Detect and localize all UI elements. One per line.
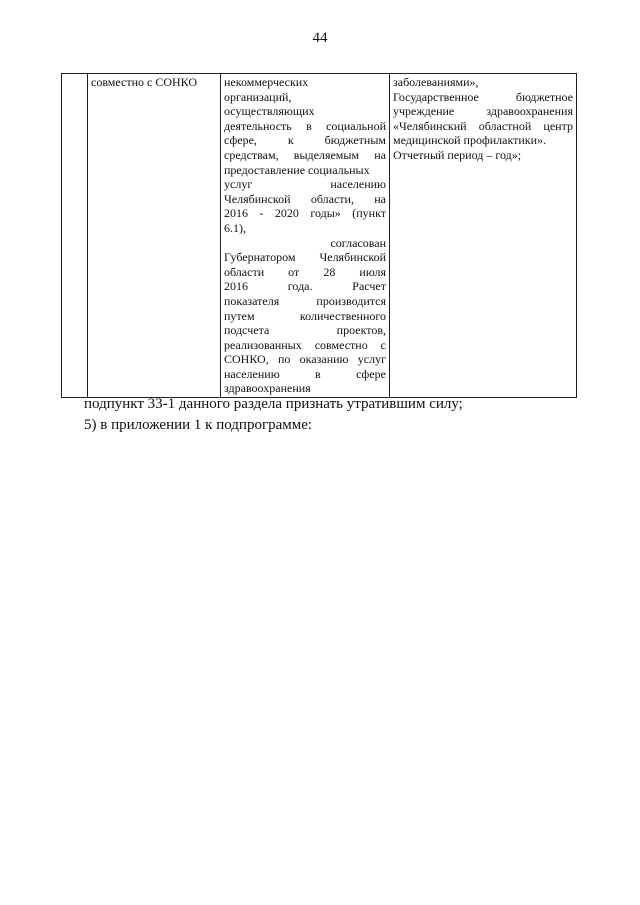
table-cell-source — [390, 74, 577, 398]
method-text-line: реализованных совместно с — [224, 337, 386, 352]
indicator-table — [61, 73, 577, 398]
method-text-line: 2016 года. Расчет — [224, 279, 386, 294]
method-text-line: средствам, выделяемым на — [224, 147, 386, 162]
method-text-line: населению в сфере — [224, 366, 386, 381]
method-text-line: путем количественного — [224, 308, 386, 323]
source-text-line: Отчетный период – год»; — [393, 147, 522, 162]
method-text-line: области от 28 июля — [224, 264, 386, 279]
method-text-line: СОНКО, по оказанию услуг — [224, 352, 386, 367]
method-text-line: согласован — [330, 235, 386, 250]
method-text-line: организаций, — [224, 89, 292, 104]
method-text-line: 2016 - 2020 годы» (пункт — [224, 206, 386, 221]
method-text-line: сфере, к бюджетным — [224, 133, 386, 148]
method-text-line: подсчета проектов, — [224, 323, 386, 338]
method-text-line: Губернатором Челябинской — [224, 250, 386, 265]
indicator-name-text: совместно с СОНКО — [91, 75, 198, 89]
source-text-line: заболеваниями», — [393, 75, 479, 89]
table-cell-indicator-name — [88, 74, 221, 398]
method-text-line: здравоохранения — [224, 381, 311, 396]
table-cell-empty — [62, 74, 88, 398]
source-text-line: «Челябинский областной центр — [393, 118, 573, 133]
method-text-line: предоставление социальных — [224, 162, 370, 177]
table-row — [62, 74, 577, 398]
paragraph-subpunkt-invalid: подпункт 33-1 данного раздела признать утратившим силу; — [84, 396, 463, 412]
source-text-line: Государственное бюджетное — [393, 89, 573, 104]
method-text-line: показателя производится — [224, 293, 386, 308]
method-text-line: услуг населению — [224, 177, 386, 192]
method-text-line: деятельность в социальной — [224, 118, 386, 133]
table-cell-method — [221, 74, 390, 398]
source-text-line: медицинской профилактики». — [393, 133, 547, 148]
source-text-line: учреждение здравоохранения — [393, 104, 573, 119]
page-number: 44 — [312, 30, 328, 46]
method-text-line: Челябинской области, на — [224, 191, 386, 206]
method-text-line: 6.1), — [224, 220, 246, 235]
paragraph-appendix-1: 5) в приложении 1 к подпрограмме: — [84, 417, 313, 433]
method-text-line: некоммерческих — [224, 75, 309, 89]
method-text-line: осуществляющих — [224, 104, 315, 119]
